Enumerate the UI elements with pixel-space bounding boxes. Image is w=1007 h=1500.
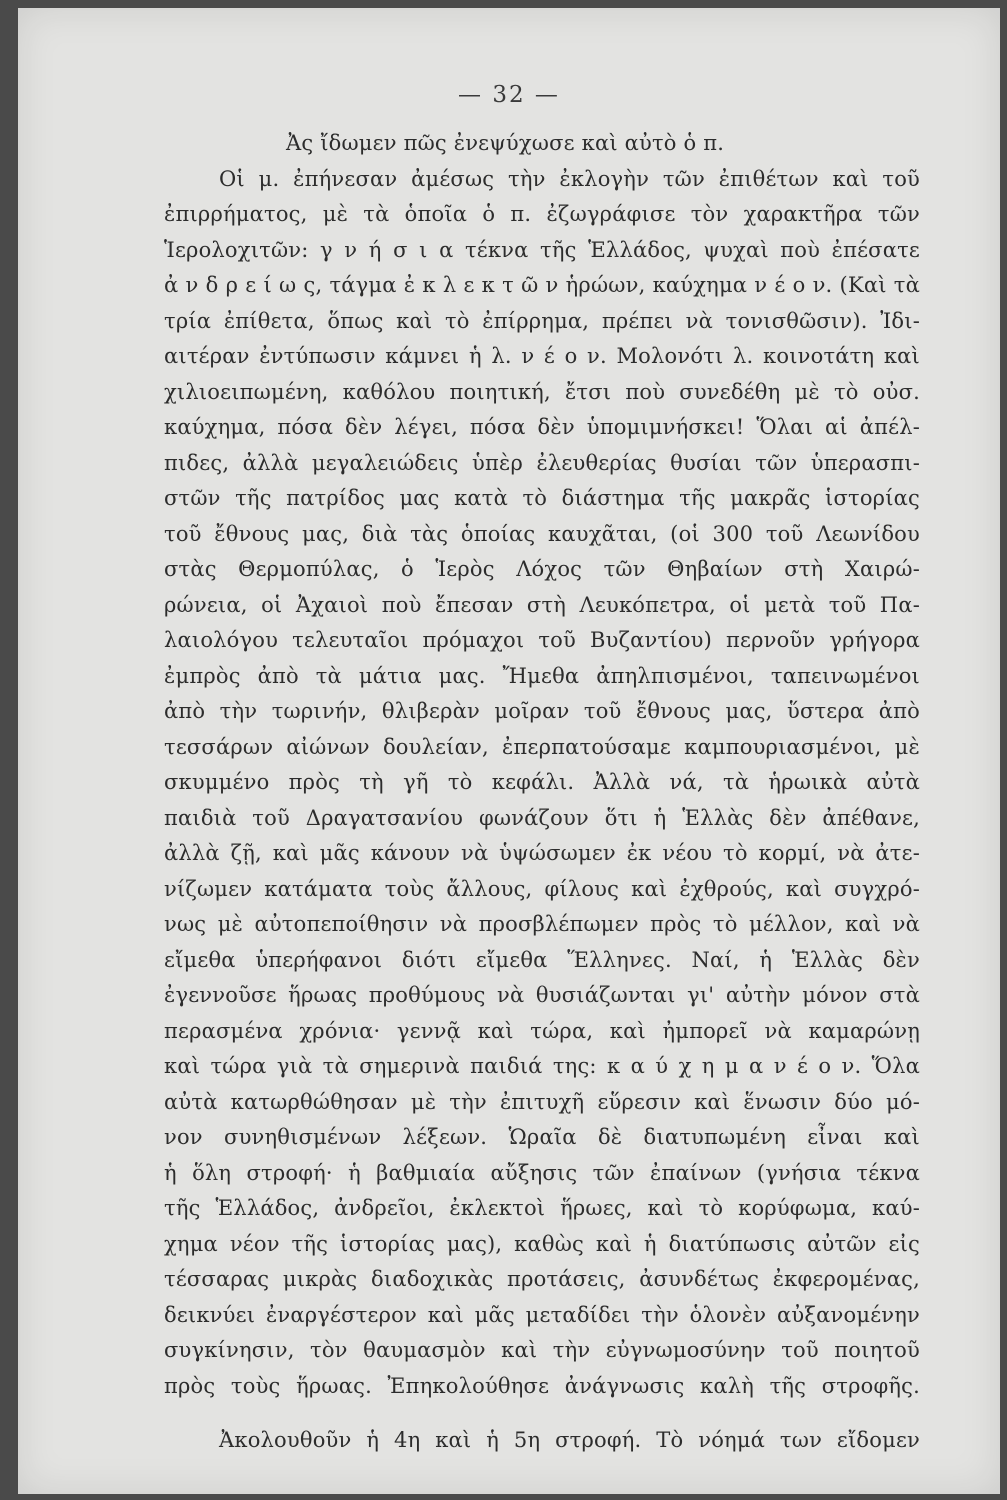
text-line: Ἱερολοχιτῶν: γ ν ή σ ι α τέκνα τῆς Ἑλλάδος, ψυχαὶ ποὺ ἐπέσατε bbox=[164, 237, 920, 262]
document-page bbox=[18, 8, 1000, 1494]
text-line: αὐτὰ κατωρθώθησαν μὲ τὴν ἐπιτυχῆ εὕρεσιν καὶ ἕνωσιν δύο μό- bbox=[164, 1089, 920, 1114]
text-line: ἀλλὰ ζῇ, καὶ μᾶς κάνουν νὰ ὑψώσωμεν ἐκ νέου τὸ κορμί, νὰ ἀτε- bbox=[164, 841, 920, 865]
text-line: συγκίνησιν, τὸν θαυμασμὸν καὶ τὴν εὐγνωμοσύνην τοῦ ποιητοῦ bbox=[164, 1338, 920, 1362]
text-line: αιτέραν ἐντύπωσιν κάμνει ἡ λ. ν έ ο ν. Μολονότι λ. κοινοτάτη καὶ bbox=[164, 344, 920, 368]
text-line: τρία ἐπίθετα, ὅπως καὶ τὸ ἐπίρρημα, πρέπει νὰ τονισθῶσιν). Ἰδι- bbox=[164, 308, 920, 333]
text-line: νίζωμεν κατάματα τοὺς ἄλλους, φίλους καὶ ἐχθρούς, καὶ συγχρό- bbox=[164, 876, 920, 901]
text-line: νως μὲ αὐτοπεποίθησιν νὰ προσβλέπωμεν πρὸς τὸ μέλλον, καὶ νὰ bbox=[164, 912, 920, 936]
body-text bbox=[164, 126, 920, 1459]
text-line: λαιολόγου τελευταῖοι πρόμαχοι τοῦ Βυζαντίου) περνοῦν γρήγορα bbox=[164, 628, 920, 652]
text-line: ἐμπρὸς ἀπὸ τὰ μάτια μας. Ἤμεθα ἀπηλπισμένοι, ταπεινωμένοι bbox=[164, 663, 920, 688]
text-line: στῶν τῆς πατρίδος μας κατὰ τὸ διάστημα τῆς μακρᾶς ἱστορίας bbox=[164, 486, 920, 510]
text-line: ρώνεια, οἱ Ἀχαιοὶ ποὺ ἔπεσαν στὴ Λευκόπετρα, οἱ μετὰ τοῦ Πα- bbox=[164, 592, 920, 617]
text-line: περασμένα χρόνια· γεννᾷ καὶ τώρα, καὶ ἠμπορεῖ νὰ καμαρώνῃ bbox=[164, 1018, 920, 1043]
text-line: τέσσαρας μικρὰς διαδοχικὰς προτάσεις, ἀσυνδέτως ἐκφερομένας, bbox=[164, 1267, 920, 1291]
text-line: στὰς Θερμοπύλας, ὁ Ἱερὸς Λόχος τῶν Θηβαίων στὴ Χαιρώ- bbox=[164, 557, 920, 581]
text-line: ἐπιρρήματος, μὲ τὰ ὁποῖα ὁ π. ἐζωγράφισε τὸν χαρακτῆρα τῶν bbox=[164, 202, 920, 226]
paragraph-gap bbox=[164, 1404, 920, 1423]
text-line: ἐγεννοῦσε ἥρωας προθύμους νὰ θυσιάζωνται γι' αὐτὴν μόνον στὰ bbox=[164, 983, 920, 1007]
text-line: ἀπὸ τὴν τωρινήν, θλιβερὰν μοῖραν τοῦ ἔθνους μας, ὕστερα ἀπὸ bbox=[164, 699, 920, 723]
text-line: ἡ ὅλη στροφή· ἡ βαθμιαία αὔξησις τῶν ἐπαίνων (γνήσια τέκνα bbox=[164, 1160, 920, 1185]
text-line: καὶ τώρα γιὰ τὰ σημερινὰ παιδιά της: κ α ύ χ η μ α ν έ ο ν. Ὅλα bbox=[164, 1054, 920, 1078]
text-line: καύχημα, πόσα δὲν λέγει, πόσα δὲν ὑπομιμνήσκει! Ὅλαι αἱ ἀπέλ- bbox=[164, 415, 920, 439]
text-line: Οἱ μ. ἐπήνεσαν ἀμέσως τὴν ἐκλογὴν τῶν ἐπιθέτων καὶ τοῦ bbox=[219, 166, 920, 191]
text-line: τεσσάρων αἰώνων δουλείαν, ἐπερπατούσαμε καμπουριασμένοι, μὲ bbox=[164, 734, 920, 759]
text-line: χημα νέον τῆς ἱστορίας μας), καθὼς καὶ ἡ διατύπωσις αὐτῶν εἰς bbox=[164, 1231, 920, 1256]
text-line: εἴμεθα ὑπερήφανοι διότι εἴμεθα Ἕλληνες. Ναί, ἡ Ἑλλὰς δὲν bbox=[164, 947, 920, 972]
text-line: χιλιοειπωμένη, καθόλου ποιητική, ἔτσι ποὺ συνεδέθη μὲ τὸ οὐσ. bbox=[164, 379, 920, 404]
text-line: παιδιὰ τοῦ Δραγατσανίου φωνάζουν ὅτι ἡ Ἑλλὰς δὲν ἀπέθανε, bbox=[164, 805, 920, 830]
text-line: νον συνηθισμένων λέξεων. Ὡραῖα δὲ διατυπωμένη εἶναι καὶ bbox=[164, 1125, 920, 1149]
page-number: — 32 — bbox=[458, 82, 560, 108]
text-line: ἀ ν δ ρ ε ί ω ς, τάγμα ἐ κ λ ε κ τ ῶ ν ἡρώων, καύχημα ν έ ο ν. (Καὶ τὰ bbox=[164, 273, 920, 297]
text-line: πιδες, ἀλλὰ μεγαλειώδεις ὑπὲρ ἐλευθερίας θυσίαι τῶν ὑπερασπι- bbox=[164, 450, 920, 475]
text-line: δεικνύει ἐναργέστερον καὶ μᾶς μεταδίδει τὴν ὁλονὲν αὐξανομένην bbox=[164, 1302, 920, 1327]
text-line: πρὸς τοὺς ἥρωας. Ἐπηκολούθησε ἀνάγνωσις καλὴ τῆς στροφῆς. bbox=[164, 1373, 920, 1398]
text-line: Ἀκολουθοῦν ἡ 4η καὶ ἡ 5η στροφή. Τὸ νόημά των εἴδομεν bbox=[219, 1428, 920, 1452]
text-line: τοῦ ἔθνους μας, διὰ τὰς ὁποίας καυχᾶται, (οἱ 300 τοῦ Λεωνίδου bbox=[164, 521, 920, 546]
text-line: σκυμμένο πρὸς τὴ γῆ τὸ κεφάλι. Ἀλλὰ νά, τὰ ἡρωικὰ αὐτὰ bbox=[164, 770, 920, 794]
text-line: Ἀς ἴδωμεν πῶς ἐνεψύχωσε καὶ αὐτὸ ὁ π. bbox=[286, 131, 725, 155]
text-line: τῆς Ἑλλάδος, ἀνδρεῖοι, ἐκλεκτοὶ ἥρωες, καὶ τὸ κορύφωμα, καύ- bbox=[164, 1196, 920, 1220]
